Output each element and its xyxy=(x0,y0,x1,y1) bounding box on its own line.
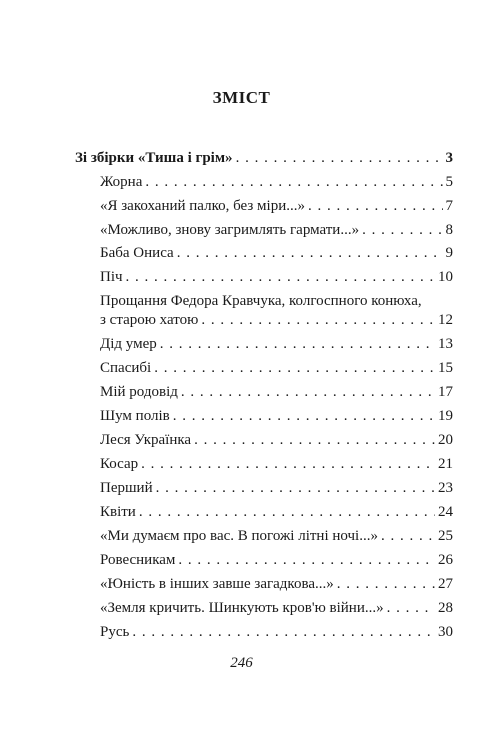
toc-entry-title: «Земля кричить. Шинкують кров'ю війни...» xyxy=(100,600,384,616)
toc-entry-title: Дід умер xyxy=(100,336,157,352)
leader-dots xyxy=(145,173,442,191)
toc-entry[interactable] xyxy=(100,479,453,497)
leader-dots xyxy=(194,431,435,449)
toc-entry-page: 25 xyxy=(438,528,453,544)
toc-entry[interactable] xyxy=(100,623,453,641)
toc-entry[interactable] xyxy=(100,599,453,617)
toc-entry-title: Піч xyxy=(100,269,123,285)
leader-dots xyxy=(308,197,443,215)
leader-dots xyxy=(178,551,435,569)
leader-dots xyxy=(381,527,435,545)
toc-entry-page: 5 xyxy=(445,174,453,190)
leader-dots xyxy=(126,268,435,286)
toc-entry[interactable] xyxy=(100,527,453,545)
toc-entry-page: 24 xyxy=(438,504,453,520)
toc-entry-page: 19 xyxy=(438,408,453,424)
leader-dots xyxy=(362,221,442,239)
toc-entry-title: «Ми думаєм про вас. В погожі літні ночі...» xyxy=(100,528,378,544)
toc-entry-page: 30 xyxy=(438,624,453,640)
leader-dots xyxy=(154,359,435,377)
toc-entry-title-line1[interactable]: Прощання Федора Кравчука, колгоспного конюха, xyxy=(100,293,422,309)
toc-entry-page: 21 xyxy=(438,456,453,472)
toc-entry[interactable] xyxy=(100,335,453,353)
toc-entry-title: Мій родовід xyxy=(100,384,178,400)
toc-entry-page: 27 xyxy=(438,576,453,592)
toc-entry-page: 10 xyxy=(438,269,453,285)
toc-section[interactable] xyxy=(75,149,453,167)
toc-entry-title: Косар xyxy=(100,456,139,472)
toc-entry-page: 23 xyxy=(438,480,453,496)
toc-entry-page: 9 xyxy=(445,245,453,261)
toc-entry-title: «Я закоханий палко, без міри...» xyxy=(100,198,305,214)
leader-dots xyxy=(177,244,443,262)
leader-dots xyxy=(160,335,435,353)
toc-entry[interactable] xyxy=(100,268,453,286)
leader-dots xyxy=(201,311,435,329)
toc-entry-page: 13 xyxy=(438,336,453,352)
toc-entry-title: «Юність в інших завше загадкова...» xyxy=(100,576,334,592)
toc-entry-page: 26 xyxy=(438,552,453,568)
toc-entry[interactable] xyxy=(100,455,453,473)
leader-dots xyxy=(132,623,435,641)
toc-entry[interactable] xyxy=(100,173,453,191)
toc-entry[interactable] xyxy=(100,503,453,521)
toc-entry-page: 15 xyxy=(438,360,453,376)
toc-entry[interactable] xyxy=(100,407,453,425)
leader-dots xyxy=(139,503,435,521)
leader-dots xyxy=(156,479,435,497)
toc-entry-page: 28 xyxy=(438,600,453,616)
toc-entry-title: «Можливо, знову загримлять гармати...» xyxy=(100,222,360,238)
toc-entry[interactable] xyxy=(100,383,453,401)
toc-entry-page: 7 xyxy=(445,198,453,214)
leader-dots xyxy=(387,599,435,617)
leader-dots xyxy=(141,455,435,473)
leader-dots xyxy=(181,383,435,401)
toc-entry-title: Спасибі xyxy=(100,360,152,376)
toc-entry[interactable] xyxy=(100,359,453,377)
toc-entry-page: 17 xyxy=(438,384,453,400)
toc-entry-title: з старою хатою xyxy=(100,312,199,328)
toc-entry-title: Жорна xyxy=(100,174,143,190)
toc-entry-title: Леся Українка xyxy=(100,432,192,448)
toc-section-title: Зі збірки «Тиша і грім» xyxy=(75,150,233,166)
page-number: 246 xyxy=(230,655,253,671)
toc-entry[interactable] xyxy=(100,244,453,262)
leader-dots xyxy=(236,149,443,167)
toc-entry-page: 12 xyxy=(438,312,453,328)
toc-entry[interactable] xyxy=(100,431,453,449)
leader-dots xyxy=(337,575,435,593)
toc-entry-title: Перший xyxy=(100,480,153,496)
toc-entry[interactable] xyxy=(100,221,453,239)
toc-entry-page: 20 xyxy=(438,432,453,448)
leader-dots xyxy=(173,407,435,425)
toc-entry[interactable] xyxy=(100,551,453,569)
page-title: ЗМІСТ xyxy=(212,88,271,107)
toc-entry-title: Квіти xyxy=(100,504,136,520)
toc-entry-title: Шум полів xyxy=(100,408,170,424)
toc-entry[interactable] xyxy=(100,575,453,593)
toc-entry[interactable] xyxy=(100,311,453,329)
toc-entry-title: Баба Ониса xyxy=(100,245,174,261)
toc-section-page: 3 xyxy=(445,150,453,166)
toc-entry-page: 8 xyxy=(445,222,453,238)
toc-entry-title: Ровесникам xyxy=(100,552,176,568)
toc-entry-title: Русь xyxy=(100,624,130,640)
toc-entry[interactable] xyxy=(100,197,453,215)
